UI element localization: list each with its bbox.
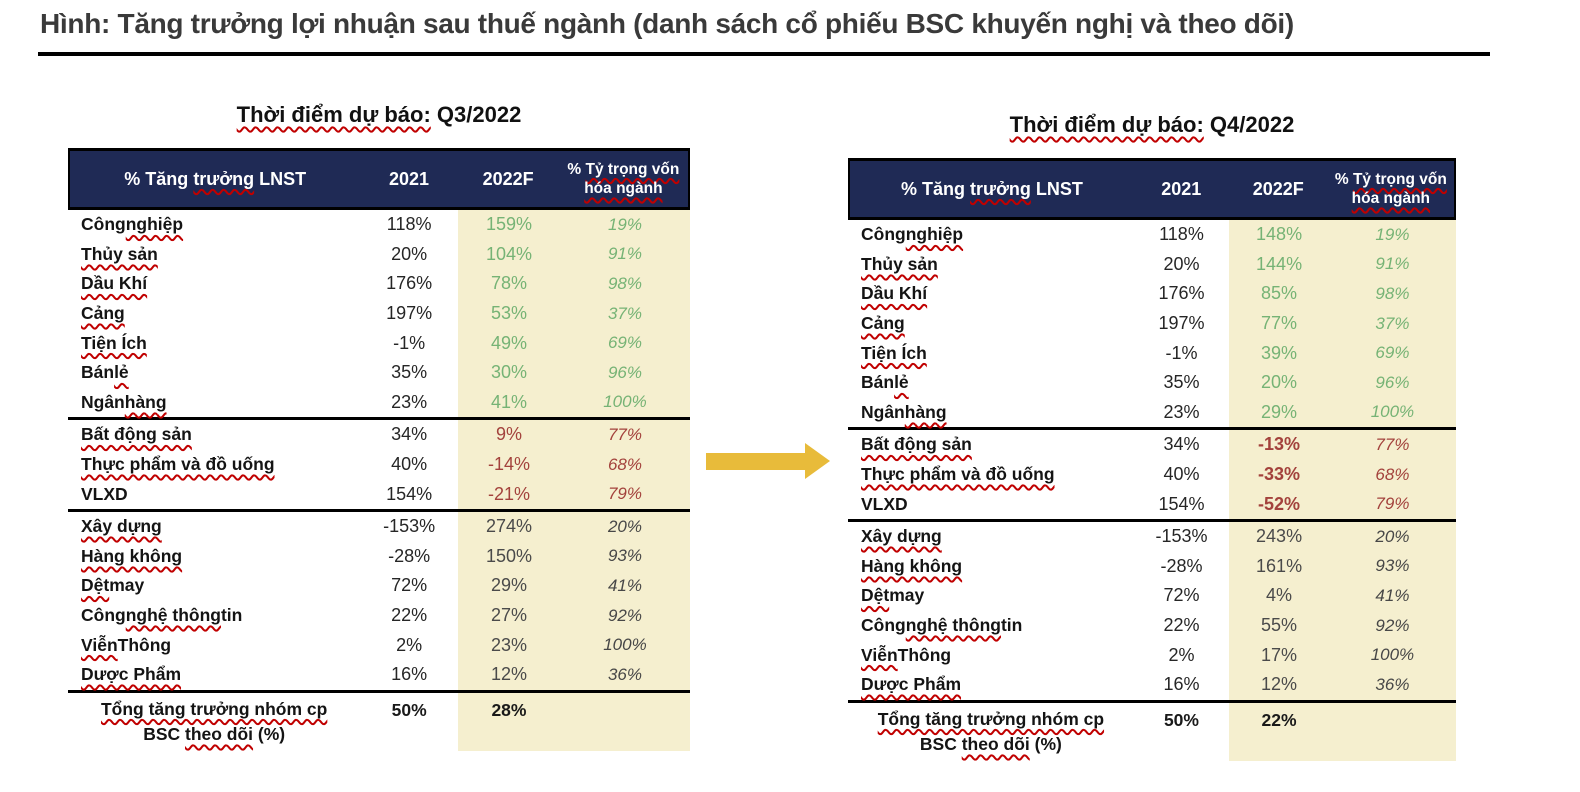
sector-label bbox=[68, 571, 360, 601]
text-segment: may bbox=[889, 585, 925, 606]
text-segment: BSC bbox=[143, 723, 185, 744]
sector-label bbox=[68, 358, 360, 388]
text-segment: % bbox=[567, 160, 586, 178]
title-divider bbox=[38, 52, 1490, 56]
value-2021: 176% bbox=[1158, 283, 1205, 304]
total-share bbox=[1329, 703, 1456, 761]
misspelling-squiggle: hóa ngành bbox=[1351, 190, 1431, 207]
misspelling-squiggle: hàng bbox=[904, 401, 947, 422]
misspelling-squiggle: Thủy sản bbox=[861, 253, 938, 274]
value-2021: 16% bbox=[1163, 674, 1200, 695]
value-share: 79% bbox=[560, 479, 690, 509]
misspelling-squiggle: Tổng tăng trưởng nhóm cp bbox=[877, 708, 1105, 729]
value-2021: 20% bbox=[1163, 253, 1200, 274]
text-segment: % Tăng bbox=[124, 168, 194, 189]
sector-row bbox=[848, 522, 1456, 552]
sector-row bbox=[68, 450, 690, 480]
value-share: 96% bbox=[1329, 368, 1456, 398]
misspelling-squiggle: Thực phẩm và đồ uống bbox=[81, 454, 275, 475]
misspelling-squiggle: Bất động sản bbox=[81, 424, 192, 445]
value-share: 100% bbox=[560, 388, 690, 418]
total-label-line1 bbox=[101, 697, 327, 722]
sector-row bbox=[848, 250, 1456, 280]
value-2021: -153% bbox=[383, 516, 436, 537]
total-2022f: 28% bbox=[458, 693, 560, 751]
column-header-share bbox=[1328, 170, 1454, 209]
text-segment: LNST bbox=[254, 168, 307, 189]
text-segment: Thông bbox=[897, 644, 952, 665]
text-segment: Ngân bbox=[81, 391, 125, 412]
text-segment: Ngân bbox=[861, 401, 905, 422]
sector-row bbox=[68, 269, 690, 299]
sector-label bbox=[848, 338, 1134, 368]
misspelling-squiggle: Viễn bbox=[861, 644, 898, 665]
value-share: 93% bbox=[560, 542, 690, 572]
sector-label bbox=[68, 388, 360, 418]
sector-row bbox=[848, 279, 1456, 309]
column-header-2022f bbox=[457, 169, 558, 190]
misspelling-squiggle: lẻ bbox=[114, 362, 129, 383]
text-segment: Bán bbox=[81, 362, 115, 383]
value-2022f: 49% bbox=[458, 328, 560, 358]
sector-label bbox=[848, 552, 1134, 582]
column-header-growth bbox=[850, 179, 1134, 200]
value-2021: -1% bbox=[1165, 342, 1198, 363]
sector-row bbox=[848, 611, 1456, 641]
sector-label bbox=[848, 522, 1134, 552]
sector-label bbox=[848, 368, 1134, 398]
misspelling-squiggle: Thời điểm dự báo: bbox=[1009, 112, 1204, 137]
sector-row bbox=[68, 328, 690, 358]
value-2022f: 20% bbox=[1229, 368, 1329, 398]
value-2022f: 161% bbox=[1229, 552, 1329, 582]
misspelling-squiggle: Cảng bbox=[81, 303, 125, 324]
value-2021: 72% bbox=[1163, 585, 1200, 606]
value-2021: 72% bbox=[391, 575, 428, 596]
misspelling-squiggle: nghiệp bbox=[905, 224, 964, 245]
value-share: 92% bbox=[1329, 611, 1456, 641]
sector-group-red bbox=[848, 430, 1456, 519]
value-share: 93% bbox=[1329, 552, 1456, 582]
misspelling-squiggle: Xây dựng bbox=[861, 526, 942, 547]
sector-group-green bbox=[848, 220, 1456, 427]
sector-row bbox=[68, 388, 690, 418]
value-2022f: -52% bbox=[1229, 489, 1329, 519]
sector-label bbox=[68, 328, 360, 358]
value-2022f: 53% bbox=[458, 299, 560, 329]
misspelling-squiggle: Dược Phẩm bbox=[81, 664, 182, 685]
sector-row bbox=[848, 309, 1456, 339]
table-caption bbox=[68, 102, 690, 128]
value-2022f: -21% bbox=[458, 479, 560, 509]
column-header-2021 bbox=[360, 169, 457, 190]
value-share: 91% bbox=[560, 240, 690, 270]
misspelling-squiggle: Tỷ trọng vốn bbox=[585, 160, 680, 178]
value-2021: 118% bbox=[386, 214, 432, 235]
value-2021: -1% bbox=[393, 332, 426, 353]
misspelling-squiggle: Dược Phẩm bbox=[861, 674, 962, 695]
text-segment: Q3/2022 bbox=[430, 102, 522, 127]
value-2021: 35% bbox=[391, 362, 428, 383]
column-header-share bbox=[559, 160, 688, 199]
value-2022f: 23% bbox=[458, 630, 560, 660]
value-2021: 154% bbox=[1158, 493, 1205, 514]
sector-group-red bbox=[68, 420, 690, 509]
value-2021: 40% bbox=[391, 454, 428, 475]
sector-label bbox=[848, 309, 1134, 339]
total-2022f: 22% bbox=[1229, 703, 1329, 761]
value-2022f: 55% bbox=[1229, 611, 1329, 641]
sector-group-dark bbox=[68, 512, 690, 690]
forecast-table-q4-2022 bbox=[848, 112, 1456, 761]
value-2021: 197% bbox=[386, 303, 433, 324]
sector-row bbox=[848, 398, 1456, 428]
value-2021: 23% bbox=[1163, 401, 1200, 422]
total-2021: 50% bbox=[1163, 709, 1199, 730]
value-2022f: 77% bbox=[1229, 309, 1329, 339]
misspelling-squiggle: trưởng bbox=[970, 178, 1031, 199]
sector-row bbox=[68, 571, 690, 601]
table-header-row bbox=[68, 148, 690, 210]
text-segment: may bbox=[109, 575, 145, 596]
misspelling-squiggle: Tổng tăng trưởng nhóm cp bbox=[100, 698, 328, 719]
sector-label bbox=[68, 479, 360, 509]
value-2022f: 148% bbox=[1229, 220, 1329, 250]
arrow-head bbox=[805, 443, 830, 479]
value-2022f: 85% bbox=[1229, 279, 1329, 309]
sector-label bbox=[68, 542, 360, 572]
text-segment: 2021 bbox=[388, 168, 429, 189]
sector-row bbox=[68, 299, 690, 329]
value-share: 98% bbox=[1329, 279, 1456, 309]
value-share: 37% bbox=[1329, 309, 1456, 339]
misspelling-squiggle: Thực phẩm và đồ uống bbox=[861, 464, 1055, 485]
misspelling-squiggle: theo dõi bbox=[961, 733, 1030, 754]
sector-label bbox=[848, 611, 1134, 641]
value-2022f: 29% bbox=[1229, 398, 1329, 428]
misspelling-squiggle: lẻ bbox=[894, 372, 909, 393]
value-2022f: -33% bbox=[1229, 460, 1329, 490]
sector-row bbox=[848, 430, 1456, 460]
text-segment: 2022F bbox=[482, 168, 534, 189]
sector-row bbox=[848, 460, 1456, 490]
value-share: 100% bbox=[1329, 398, 1456, 428]
value-2022f: 12% bbox=[458, 660, 560, 690]
value-2022f: 150% bbox=[458, 542, 560, 572]
column-header-2022f bbox=[1229, 179, 1328, 200]
sector-row bbox=[848, 640, 1456, 670]
sector-label bbox=[848, 220, 1134, 250]
text-segment: % Tăng bbox=[901, 178, 971, 199]
value-2022f: 104% bbox=[458, 240, 560, 270]
value-2021: -153% bbox=[1155, 526, 1208, 547]
misspelling-squiggle: Thủy sản bbox=[81, 243, 158, 264]
value-share: 92% bbox=[560, 601, 690, 631]
value-2021: 23% bbox=[391, 391, 428, 412]
sector-row bbox=[68, 630, 690, 660]
text-segment: tin bbox=[1000, 615, 1023, 636]
text-segment: BSC bbox=[919, 733, 962, 754]
value-2021: 176% bbox=[386, 273, 433, 294]
sector-label bbox=[848, 640, 1134, 670]
value-share: 69% bbox=[560, 328, 690, 358]
value-2022f: 39% bbox=[1229, 338, 1329, 368]
sector-row bbox=[848, 552, 1456, 582]
text-segment: Q4/2022 bbox=[1203, 112, 1295, 137]
total-label-line2 bbox=[920, 732, 1062, 757]
figure-title: Hình: Tăng trưởng lợi nhuận sau thuế ngành (danh sách cổ phiếu BSC khuyến nghị và theo dõi) bbox=[40, 8, 1294, 39]
sector-row bbox=[68, 240, 690, 270]
value-2021: 40% bbox=[1163, 464, 1200, 485]
value-share: 100% bbox=[560, 630, 690, 660]
misspelling-squiggle: Xây dựng bbox=[81, 516, 162, 537]
sector-label bbox=[848, 670, 1134, 700]
sector-label bbox=[848, 279, 1134, 309]
value-2022f: 274% bbox=[458, 512, 560, 542]
value-2021: -28% bbox=[1160, 555, 1203, 576]
total-row bbox=[68, 693, 690, 751]
text-segment: VLXD bbox=[861, 493, 908, 514]
value-2021: -28% bbox=[388, 545, 431, 566]
sector-label bbox=[848, 460, 1134, 490]
text-segment: Thông bbox=[117, 634, 172, 655]
value-2022f: -13% bbox=[1229, 430, 1329, 460]
sector-row bbox=[848, 670, 1456, 700]
value-2022f: 243% bbox=[1229, 522, 1329, 552]
total-label bbox=[68, 693, 360, 751]
sector-row bbox=[68, 358, 690, 388]
misspelling-squiggle: Bất động sản bbox=[861, 434, 972, 455]
value-share: 36% bbox=[1329, 670, 1456, 700]
value-2021: 118% bbox=[1159, 224, 1204, 245]
sector-row bbox=[68, 660, 690, 690]
misspelling-squiggle: Hàng không bbox=[861, 555, 963, 576]
sector-row bbox=[68, 542, 690, 572]
sector-label bbox=[848, 489, 1134, 519]
sector-label bbox=[848, 398, 1134, 428]
sector-label bbox=[68, 512, 360, 542]
sector-row bbox=[848, 581, 1456, 611]
right-arrow-icon bbox=[706, 443, 830, 479]
sector-label bbox=[68, 210, 360, 240]
misspelling-squiggle: Dệt bbox=[81, 575, 110, 596]
text-segment: Công bbox=[861, 224, 906, 245]
misspelling-squiggle: hàng bbox=[124, 391, 167, 412]
misspelling-squiggle: nghiệp bbox=[125, 214, 184, 235]
sector-row bbox=[848, 368, 1456, 398]
sector-label bbox=[68, 420, 360, 450]
value-share: 91% bbox=[1329, 250, 1456, 280]
value-share: 37% bbox=[560, 299, 690, 329]
sector-label bbox=[68, 240, 360, 270]
sector-group-green bbox=[68, 210, 690, 417]
misspelling-squiggle: Hàng không bbox=[81, 545, 183, 566]
sector-label bbox=[848, 430, 1134, 460]
value-2022f: 29% bbox=[458, 571, 560, 601]
value-2022f: 4% bbox=[1229, 581, 1329, 611]
value-share: 77% bbox=[560, 420, 690, 450]
value-share: 19% bbox=[1329, 220, 1456, 250]
text-segment: Công bbox=[81, 214, 126, 235]
sector-label bbox=[848, 581, 1134, 611]
value-share: 41% bbox=[560, 571, 690, 601]
value-share: 19% bbox=[560, 210, 690, 240]
value-share: 96% bbox=[560, 358, 690, 388]
text-segment: tin bbox=[220, 605, 243, 626]
misspelling-squiggle: Dầu Khí bbox=[861, 283, 928, 304]
text-segment: LNST bbox=[1030, 178, 1083, 199]
sector-row bbox=[68, 210, 690, 240]
table-header-row bbox=[848, 158, 1456, 220]
misspelling-squiggle: Tiện Ích bbox=[861, 342, 927, 363]
value-share: 100% bbox=[1329, 640, 1456, 670]
misspelling-squiggle: theo dõi bbox=[185, 723, 254, 744]
text-segment: Công bbox=[81, 605, 126, 626]
text-segment: Bán bbox=[861, 372, 895, 393]
sector-label bbox=[68, 299, 360, 329]
value-2022f: 30% bbox=[458, 358, 560, 388]
misspelling-squiggle: Tiện Ích bbox=[81, 332, 147, 353]
value-2021: 34% bbox=[391, 424, 428, 445]
value-2022f: 9% bbox=[458, 420, 560, 450]
text-segment: Công bbox=[861, 615, 906, 636]
text-segment: (%) bbox=[1029, 733, 1062, 754]
misspelling-squiggle: Dệt bbox=[861, 585, 890, 606]
value-share: 20% bbox=[1329, 522, 1456, 552]
value-2022f: 17% bbox=[1229, 640, 1329, 670]
arrow-shaft bbox=[706, 453, 806, 470]
sector-row bbox=[848, 489, 1456, 519]
value-share: 20% bbox=[560, 512, 690, 542]
value-2021: 2% bbox=[1168, 644, 1195, 665]
table-caption bbox=[848, 112, 1456, 138]
sector-group-dark bbox=[848, 522, 1456, 700]
value-share: 98% bbox=[560, 269, 690, 299]
value-2021: 22% bbox=[1163, 615, 1200, 636]
total-label-line1 bbox=[878, 707, 1104, 732]
value-2021: 154% bbox=[386, 483, 433, 504]
value-2021: 2% bbox=[396, 634, 423, 655]
sector-row bbox=[68, 479, 690, 509]
misspelling-squiggle: trưởng bbox=[193, 168, 255, 189]
value-share: 77% bbox=[1329, 430, 1456, 460]
misspelling-squiggle: Thời điểm dự báo: bbox=[236, 102, 431, 127]
column-header-2021 bbox=[1134, 179, 1229, 200]
sector-label bbox=[68, 630, 360, 660]
value-share: 36% bbox=[560, 660, 690, 690]
text-segment: (%) bbox=[253, 723, 286, 744]
value-2021: 16% bbox=[391, 664, 428, 685]
sector-label bbox=[68, 450, 360, 480]
value-share: 68% bbox=[1329, 460, 1456, 490]
sector-row bbox=[68, 420, 690, 450]
forecast-table-q3-2022 bbox=[68, 102, 690, 751]
sector-row bbox=[68, 601, 690, 631]
value-share: 79% bbox=[1329, 489, 1456, 519]
total-label bbox=[848, 703, 1134, 761]
value-2022f: 12% bbox=[1229, 670, 1329, 700]
sector-label bbox=[68, 269, 360, 299]
value-share: 69% bbox=[1329, 338, 1456, 368]
misspelling-squiggle: nghệ thông bbox=[905, 615, 1001, 636]
total-label-line2 bbox=[143, 722, 285, 747]
value-2022f: 78% bbox=[458, 269, 560, 299]
misspelling-squiggle: Tỷ trọng vốn bbox=[1352, 170, 1447, 188]
value-share: 41% bbox=[1329, 581, 1456, 611]
sector-label bbox=[848, 250, 1134, 280]
misspelling-squiggle: Cảng bbox=[861, 313, 905, 334]
total-2021: 50% bbox=[391, 699, 427, 720]
sector-row bbox=[848, 338, 1456, 368]
sector-label bbox=[68, 601, 360, 631]
sector-row bbox=[68, 512, 690, 542]
text-segment: 2022F bbox=[1252, 178, 1304, 199]
value-2021: 22% bbox=[391, 605, 428, 626]
misspelling-squiggle: hóa ngành bbox=[584, 180, 663, 197]
misspelling-squiggle: Viễn bbox=[81, 634, 118, 655]
sector-label bbox=[68, 660, 360, 690]
misspelling-squiggle: nghệ thông bbox=[125, 605, 221, 626]
column-header-growth bbox=[70, 169, 360, 190]
text-segment: VLXD bbox=[81, 483, 128, 504]
value-2021: 20% bbox=[391, 243, 428, 264]
sector-row bbox=[848, 220, 1456, 250]
misspelling-squiggle: Dầu Khí bbox=[81, 273, 148, 294]
value-2022f: 159% bbox=[458, 210, 560, 240]
value-2022f: -14% bbox=[458, 450, 560, 480]
value-2021: 34% bbox=[1163, 434, 1200, 455]
value-2022f: 144% bbox=[1229, 250, 1329, 280]
value-2021: 197% bbox=[1158, 313, 1205, 334]
value-share: 68% bbox=[560, 450, 690, 480]
text-segment: % bbox=[1334, 170, 1353, 188]
value-2022f: 27% bbox=[458, 601, 560, 631]
total-share bbox=[560, 693, 690, 751]
value-2022f: 41% bbox=[458, 388, 560, 418]
total-row bbox=[848, 703, 1456, 761]
text-segment: 2021 bbox=[1161, 178, 1202, 199]
value-2021: 35% bbox=[1163, 372, 1200, 393]
